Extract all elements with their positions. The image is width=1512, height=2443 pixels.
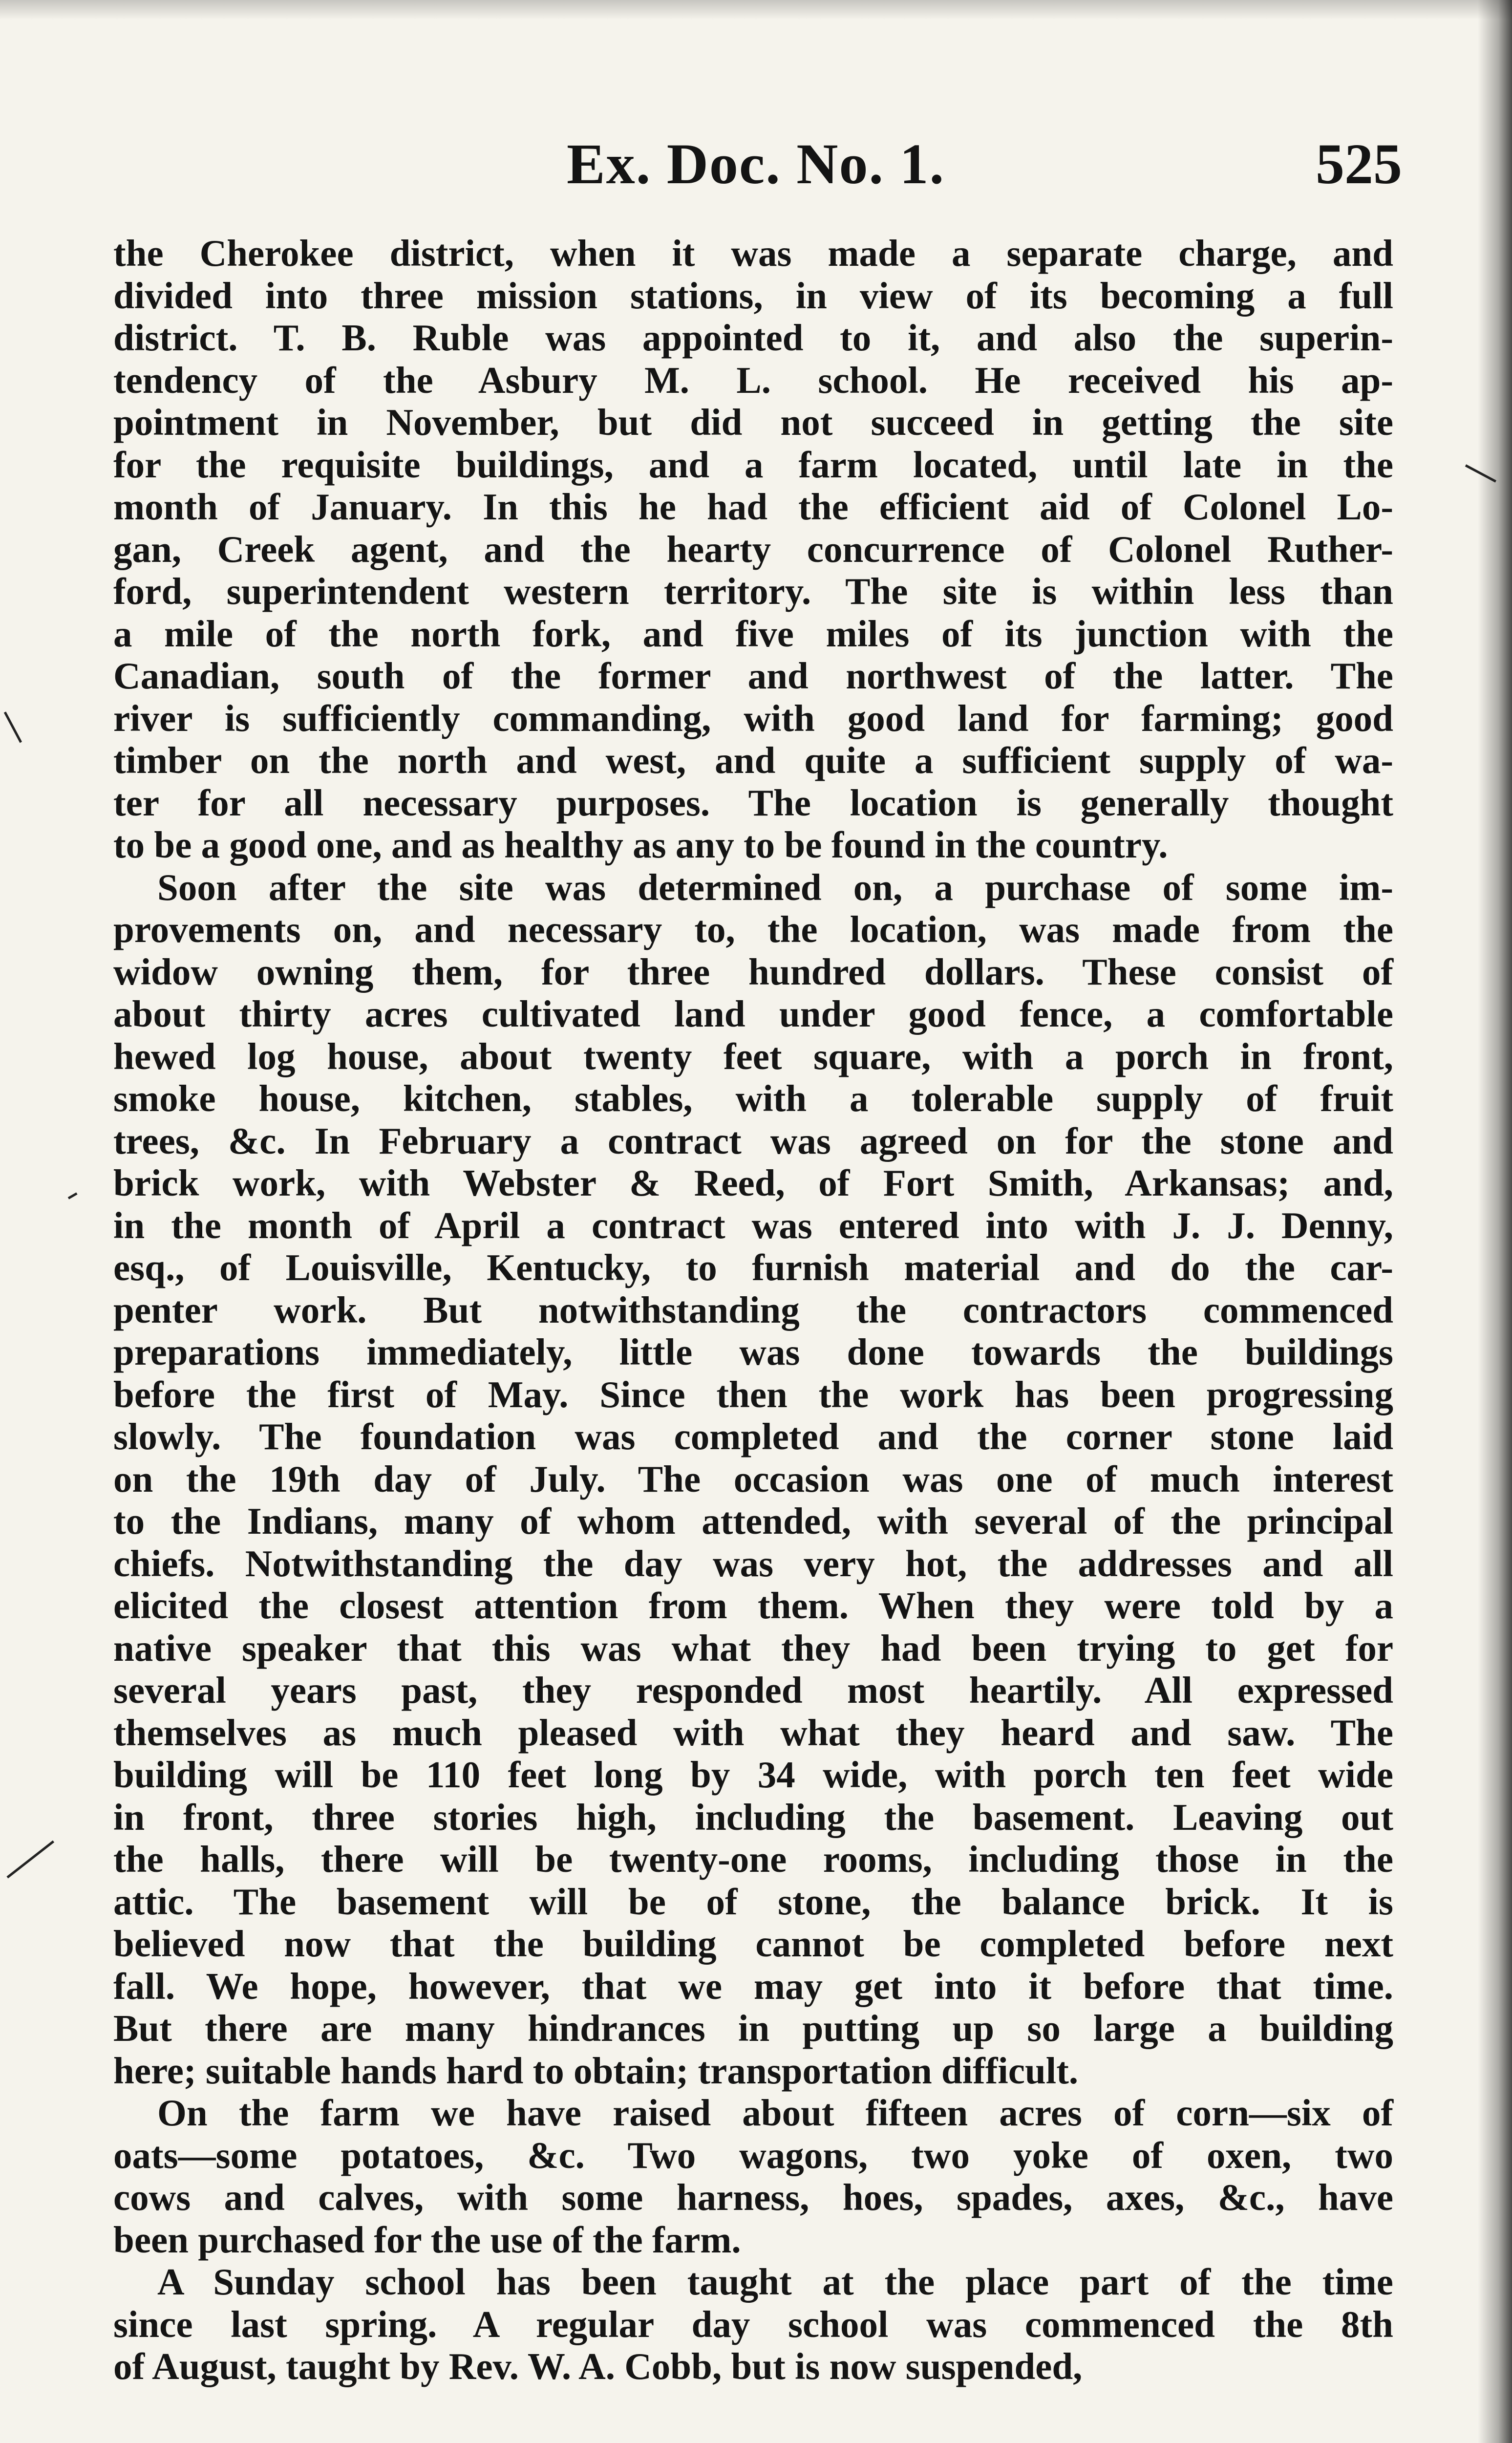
text-line: on the 19th day of July. The occasion was one of much interest (113, 1457, 1393, 1500)
text-line: Soon after the site was determined on, a purchase of some im- (157, 866, 1393, 908)
text-line: elicited the closest attention from them. When they were told by a (113, 1585, 1393, 1627)
text-line: since last spring. A regular day school was commenced the 8th (113, 2303, 1393, 2345)
text-line: to the Indians, many of whom attended, with several of the principal (113, 1500, 1393, 1542)
running-head: Ex. Doc. No. 1. (567, 132, 945, 196)
text-line: chiefs. Notwithstanding the day was very hot, the addresses and all (113, 1542, 1393, 1585)
text-line: several years past, they responded most heartily. All expressed (113, 1669, 1393, 1711)
text-line: native speaker that this was what they had been trying to get for (113, 1627, 1393, 1669)
text-line: A Sunday school has been taught at the place part of the time (157, 2261, 1393, 2303)
page-header (112, 131, 1402, 204)
text-line: preparations immediately, little was done towards the buildings (113, 1331, 1393, 1373)
text-line: On the farm we have raised about fifteen acres of corn—six of (157, 2092, 1393, 2134)
text-line: smoke house, kitchen, stables, with a tolerable supply of fruit (113, 1077, 1393, 1119)
margin-mark (68, 1192, 78, 1199)
text-line: But there are many hindrances in putting up so large a building (113, 2007, 1393, 2049)
text-line: river is sufficiently commanding, with good land for farming; good (113, 697, 1393, 739)
body-text (113, 232, 1393, 2388)
text-line: tendency of the Asbury M. L. school. He received his ap- (113, 359, 1393, 401)
text-line: building will be 110 feet long by 34 wide, with porch ten feet wide (113, 1754, 1393, 1796)
text-line: district. T. B. Ruble was appointed to it, and also the superin- (113, 317, 1393, 359)
text-line: the halls, there will be twenty-one rooms, including those in the (113, 1838, 1393, 1880)
text-line: for the requisite buildings, and a farm located, until late in the (113, 443, 1393, 486)
paragraph (113, 2261, 1393, 2388)
text-line: trees, &c. In February a contract was agreed on for the stone and (113, 1119, 1393, 1162)
paragraph (113, 2092, 1393, 2261)
scan-shadow-top (0, 0, 1512, 20)
text-line: here; suitable hands hard to obtain; transportation difficult. (113, 2049, 1079, 2092)
text-line: penter work. But notwithstanding the contractors commenced (113, 1288, 1393, 1331)
text-line: before the first of May. Since then the work has been progressing (113, 1373, 1393, 1415)
text-line: the Cherokee district, when it was made a separate charge, and (113, 232, 1393, 274)
text-line: cows and calves, with some harness, hoes, spades, axes, &c., have (113, 2176, 1393, 2218)
text-line: believed now that the building cannot be completed before next (113, 1923, 1393, 1965)
paragraph (113, 232, 1393, 866)
text-line: provements on, and necessary to, the location, was made from the (113, 908, 1393, 950)
text-line: attic. The basement will be of stone, the balance brick. It is (113, 1880, 1393, 1923)
text-line: esq., of Louisville, Kentucky, to furnish material and do the car- (113, 1246, 1393, 1288)
text-line: oats—some potatoes, &c. Two wagons, two yoke of oxen, two (113, 2134, 1393, 2176)
text-line: Canadian, south of the former and northwest of the latter. The (113, 655, 1393, 697)
text-line: widow owning them, for three hundred dollars. These consist of (113, 950, 1393, 993)
margin-mark (4, 711, 22, 743)
page-number: 525 (1316, 132, 1402, 196)
text-line: in front, three stories high, including the basement. Leaving out (113, 1796, 1393, 1838)
text-line: ter for all necessary purposes. The location is generally thought (113, 781, 1393, 824)
text-line: gan, Creek agent, and the hearty concurrence of Colonel Ruther- (113, 528, 1393, 570)
scan-shadow-right (1478, 0, 1512, 2443)
paragraph (113, 866, 1393, 2092)
text-line: in the month of April a contract was entered into with J. J. Denny, (113, 1204, 1393, 1246)
text-line: to be a good one, and as healthy as any to be found in the country. (113, 824, 1168, 866)
text-line: timber on the north and west, and quite a sufficient supply of wa- (113, 739, 1393, 781)
text-line: a mile of the north fork, and five miles of its junction with the (113, 612, 1393, 655)
text-line: brick work, with Webster & Reed, of Fort Smith, Arkansas; and, (113, 1162, 1393, 1204)
text-line: slowly. The foundation was completed and the corner stone laid (113, 1415, 1393, 1457)
text-line: been purchased for the use of the farm. (113, 2218, 741, 2261)
margin-mark (6, 1841, 54, 1879)
text-line: ford, superintendent western territory. The site is within less than (113, 570, 1393, 612)
text-line: hewed log house, about twenty feet square, with a porch in front, (113, 1035, 1393, 1077)
text-line: pointment in November, but did not succeed in getting the site (113, 401, 1393, 443)
text-line: fall. We hope, however, that we may get into it before that time. (113, 1965, 1393, 2007)
text-line: month of January. In this he had the efficient aid of Colonel Lo- (113, 486, 1393, 528)
text-line: of August, taught by Rev. W. A. Cobb, but is now suspended, (113, 2345, 1083, 2387)
text-line: themselves as much pleased with what they heard and saw. The (113, 1711, 1393, 1754)
text-line: divided into three mission stations, in view of its becoming a full (113, 274, 1393, 317)
text-line: about thirty acres cultivated land under good fence, a comfortable (113, 993, 1393, 1035)
